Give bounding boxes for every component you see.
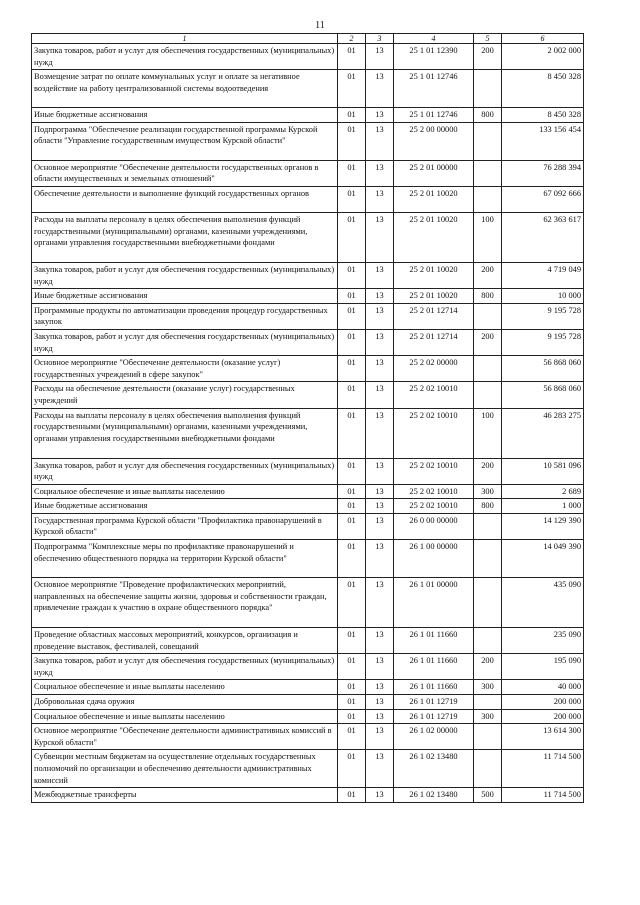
row-subsection: 13 xyxy=(366,709,394,724)
row-amount: 235 090 xyxy=(502,628,584,654)
row-target-code: 25 2 01 10020 xyxy=(394,212,474,262)
row-section: 01 xyxy=(338,540,366,578)
row-name: Иные бюджетные ассигнования xyxy=(32,289,338,304)
row-amount: 10 581 096 xyxy=(502,458,584,484)
table-row xyxy=(32,724,584,750)
row-subsection: 13 xyxy=(366,186,394,212)
row-section: 01 xyxy=(338,122,366,160)
row-target-code: 25 1 01 12746 xyxy=(394,70,474,108)
column-header: 4 xyxy=(394,34,474,44)
row-expense-type: 200 xyxy=(474,262,502,288)
table-row xyxy=(32,44,584,70)
row-section: 01 xyxy=(338,289,366,304)
row-target-code: 25 2 02 10010 xyxy=(394,484,474,499)
row-amount: 46 283 275 xyxy=(502,408,584,458)
row-target-code: 26 1 02 13480 xyxy=(394,750,474,788)
row-name: Расходы на выплаты персоналу в целях обеспечения выполнения функций государственными (муниципальными) органами, казенными учреждениями, органами управления государственными внебюджетными фондами xyxy=(32,408,338,458)
row-section: 01 xyxy=(338,108,366,123)
row-target-code: 25 2 01 00000 xyxy=(394,160,474,186)
row-expense-type xyxy=(474,578,502,628)
row-subsection: 13 xyxy=(366,408,394,458)
row-section: 01 xyxy=(338,212,366,262)
row-name: Государственная программа Курской области "Профилактика правонарушений в Курской области" xyxy=(32,513,338,539)
row-expense-type xyxy=(474,628,502,654)
row-subsection: 13 xyxy=(366,499,394,514)
row-name: Расходы на обеспечение деятельности (оказание услуг) государственных учреждений xyxy=(32,382,338,408)
table-row xyxy=(32,122,584,160)
table-row xyxy=(32,262,584,288)
table-row xyxy=(32,329,584,355)
column-header: 1 xyxy=(32,34,338,44)
row-amount: 133 156 454 xyxy=(502,122,584,160)
row-expense-type: 300 xyxy=(474,680,502,695)
table-row xyxy=(32,160,584,186)
row-expense-type xyxy=(474,160,502,186)
row-section: 01 xyxy=(338,499,366,514)
row-amount: 200 000 xyxy=(502,695,584,710)
column-header: 5 xyxy=(474,34,502,44)
row-name: Основное мероприятие "Проведение профилактических мероприятий, направленных на обеспечение защиты жизни, здоровья и собственности граждан, привлечение граждан к участию в охране общественного порядка" xyxy=(32,578,338,628)
row-expense-type xyxy=(474,513,502,539)
row-section: 01 xyxy=(338,70,366,108)
row-target-code: 25 1 01 12746 xyxy=(394,108,474,123)
row-expense-type xyxy=(474,695,502,710)
row-expense-type: 100 xyxy=(474,212,502,262)
row-section: 01 xyxy=(338,654,366,680)
row-name: Социальное обеспечение и иные выплаты населению xyxy=(32,484,338,499)
row-name: Закупка товаров, работ и услуг для обеспечения государственных (муниципальных) нужд xyxy=(32,262,338,288)
row-target-code: 25 2 02 10010 xyxy=(394,499,474,514)
row-target-code: 25 2 01 12714 xyxy=(394,303,474,329)
row-name: Возмещение затрат по оплате коммунальных услуг и оплате за негативное воздействие на работу централизованной системы водоотведения xyxy=(32,70,338,108)
row-subsection: 13 xyxy=(366,695,394,710)
row-amount: 76 288 394 xyxy=(502,160,584,186)
row-name: Межбюджетные трансферты xyxy=(32,788,338,803)
row-subsection: 13 xyxy=(366,484,394,499)
row-target-code: 25 2 01 10020 xyxy=(394,262,474,288)
column-header: 2 xyxy=(338,34,366,44)
row-expense-type xyxy=(474,186,502,212)
row-section: 01 xyxy=(338,709,366,724)
row-expense-type: 100 xyxy=(474,408,502,458)
row-section: 01 xyxy=(338,356,366,382)
row-subsection: 13 xyxy=(366,289,394,304)
row-expense-type xyxy=(474,724,502,750)
row-amount: 11 714 500 xyxy=(502,750,584,788)
row-amount: 10 000 xyxy=(502,289,584,304)
row-target-code: 26 1 01 12719 xyxy=(394,695,474,710)
table-header-row xyxy=(32,34,584,44)
row-subsection: 13 xyxy=(366,44,394,70)
row-section: 01 xyxy=(338,186,366,212)
table-row xyxy=(32,540,584,578)
row-amount: 14 129 390 xyxy=(502,513,584,539)
row-expense-type: 800 xyxy=(474,289,502,304)
row-target-code: 25 2 01 12714 xyxy=(394,329,474,355)
row-expense-type xyxy=(474,382,502,408)
row-subsection: 13 xyxy=(366,108,394,123)
row-target-code: 25 2 02 00000 xyxy=(394,356,474,382)
row-subsection: 13 xyxy=(366,212,394,262)
row-section: 01 xyxy=(338,578,366,628)
row-subsection: 13 xyxy=(366,329,394,355)
row-subsection: 13 xyxy=(366,262,394,288)
row-amount: 2 689 xyxy=(502,484,584,499)
row-target-code: 25 2 02 10010 xyxy=(394,382,474,408)
row-target-code: 25 2 02 10010 xyxy=(394,408,474,458)
table-row xyxy=(32,303,584,329)
table-row xyxy=(32,788,584,803)
row-section: 01 xyxy=(338,695,366,710)
table-row xyxy=(32,628,584,654)
row-target-code: 26 1 00 00000 xyxy=(394,540,474,578)
row-expense-type: 200 xyxy=(474,458,502,484)
row-expense-type xyxy=(474,122,502,160)
row-name: Основное мероприятие "Обеспечение деятельности (оказание услуг) государственных учреждений в сфере закупок" xyxy=(32,356,338,382)
row-name: Подпрограмма "Обеспечение реализации государственной программы Курской области "Управление государственным имуществом Курской области" xyxy=(32,122,338,160)
row-subsection: 13 xyxy=(366,654,394,680)
row-amount: 8 450 328 xyxy=(502,108,584,123)
row-name: Субвенции местным бюджетам на осуществление отдельных государственных полномочий по организации и обеспечению деятельности административных комиссий xyxy=(32,750,338,788)
row-subsection: 13 xyxy=(366,540,394,578)
row-target-code: 25 1 01 12390 xyxy=(394,44,474,70)
table-row xyxy=(32,513,584,539)
row-expense-type xyxy=(474,356,502,382)
row-section: 01 xyxy=(338,680,366,695)
row-section: 01 xyxy=(338,408,366,458)
row-subsection: 13 xyxy=(366,680,394,695)
row-name: Закупка товаров, работ и услуг для обеспечения государственных (муниципальных) нужд xyxy=(32,458,338,484)
row-expense-type: 500 xyxy=(474,788,502,803)
table-row xyxy=(32,382,584,408)
row-name: Обеспечение деятельности и выполнение функций государственных органов xyxy=(32,186,338,212)
row-subsection: 13 xyxy=(366,788,394,803)
table-row xyxy=(32,695,584,710)
row-subsection: 13 xyxy=(366,122,394,160)
row-name: Основное мероприятие "Обеспечение деятельности государственных органов в области имущественных и земельных отношений" xyxy=(32,160,338,186)
page-number: 11 xyxy=(315,20,325,31)
row-amount: 200 000 xyxy=(502,709,584,724)
row-amount: 435 090 xyxy=(502,578,584,628)
row-subsection: 13 xyxy=(366,458,394,484)
row-expense-type: 200 xyxy=(474,329,502,355)
row-target-code: 26 1 02 00000 xyxy=(394,724,474,750)
table-row xyxy=(32,108,584,123)
row-target-code: 25 2 01 10020 xyxy=(394,289,474,304)
row-amount: 40 000 xyxy=(502,680,584,695)
row-section: 01 xyxy=(338,628,366,654)
row-name: Закупка товаров, работ и услуг для обеспечения государственных (муниципальных) нужд xyxy=(32,329,338,355)
row-name: Расходы на выплаты персоналу в целях обеспечения выполнения функций государственными (муниципальными) органами, казенными учреждениями, органами управления государственными внебюджетными фондами xyxy=(32,212,338,262)
table-row xyxy=(32,408,584,458)
row-section: 01 xyxy=(338,724,366,750)
row-subsection: 13 xyxy=(366,513,394,539)
row-section: 01 xyxy=(338,303,366,329)
column-header: 3 xyxy=(366,34,394,44)
row-subsection: 13 xyxy=(366,578,394,628)
table-row xyxy=(32,186,584,212)
row-amount: 62 363 617 xyxy=(502,212,584,262)
row-section: 01 xyxy=(338,262,366,288)
table-row xyxy=(32,289,584,304)
table-row xyxy=(32,680,584,695)
row-expense-type xyxy=(474,303,502,329)
budget-table xyxy=(31,33,584,803)
row-amount: 9 195 728 xyxy=(502,303,584,329)
row-expense-type: 800 xyxy=(474,499,502,514)
table-row xyxy=(32,70,584,108)
row-target-code: 26 1 01 11660 xyxy=(394,654,474,680)
row-subsection: 13 xyxy=(366,356,394,382)
row-subsection: 13 xyxy=(366,160,394,186)
row-amount: 8 450 328 xyxy=(502,70,584,108)
row-expense-type: 200 xyxy=(474,654,502,680)
row-target-code: 26 1 01 12719 xyxy=(394,709,474,724)
row-subsection: 13 xyxy=(366,382,394,408)
row-name: Добровольная сдача оружия xyxy=(32,695,338,710)
row-amount: 13 614 300 xyxy=(502,724,584,750)
table-row xyxy=(32,750,584,788)
row-target-code: 25 2 02 10010 xyxy=(394,458,474,484)
row-section: 01 xyxy=(338,44,366,70)
table-row xyxy=(32,458,584,484)
row-target-code: 26 0 00 00000 xyxy=(394,513,474,539)
row-subsection: 13 xyxy=(366,750,394,788)
row-name: Социальное обеспечение и иные выплаты населению xyxy=(32,680,338,695)
row-name: Иные бюджетные ассигнования xyxy=(32,499,338,514)
row-amount: 56 868 060 xyxy=(502,356,584,382)
row-target-code: 25 2 00 00000 xyxy=(394,122,474,160)
row-subsection: 13 xyxy=(366,70,394,108)
row-amount: 14 049 390 xyxy=(502,540,584,578)
row-target-code: 26 1 01 00000 xyxy=(394,578,474,628)
column-header: 6 xyxy=(502,34,584,44)
row-amount: 4 719 049 xyxy=(502,262,584,288)
row-section: 01 xyxy=(338,458,366,484)
table-row xyxy=(32,484,584,499)
table-row xyxy=(32,578,584,628)
row-expense-type xyxy=(474,750,502,788)
row-subsection: 13 xyxy=(366,724,394,750)
row-amount: 11 714 500 xyxy=(502,788,584,803)
row-name: Подпрограмма "Комплексные меры по профилактике правонарушений и обеспечению общественного порядка на территории Курской области" xyxy=(32,540,338,578)
row-section: 01 xyxy=(338,513,366,539)
row-expense-type: 300 xyxy=(474,484,502,499)
row-expense-type xyxy=(474,540,502,578)
row-section: 01 xyxy=(338,382,366,408)
row-name: Социальное обеспечение и иные выплаты населению xyxy=(32,709,338,724)
row-amount: 195 090 xyxy=(502,654,584,680)
row-name: Закупка товаров, работ и услуг для обеспечения государственных (муниципальных) нужд xyxy=(32,654,338,680)
table-row xyxy=(32,499,584,514)
row-expense-type: 800 xyxy=(474,108,502,123)
table-row xyxy=(32,654,584,680)
table-row xyxy=(32,356,584,382)
row-section: 01 xyxy=(338,788,366,803)
row-expense-type: 200 xyxy=(474,44,502,70)
row-target-code: 26 1 01 11660 xyxy=(394,680,474,695)
row-name: Проведение областных массовых мероприятий, конкурсов, организация и проведение выставок, фестивалей, совещаний xyxy=(32,628,338,654)
row-name: Основное мероприятие "Обеспечение деятельности административных комиссий в Курской области" xyxy=(32,724,338,750)
row-target-code: 26 1 02 13480 xyxy=(394,788,474,803)
row-expense-type: 300 xyxy=(474,709,502,724)
row-amount: 9 195 728 xyxy=(502,329,584,355)
row-amount: 1 000 xyxy=(502,499,584,514)
row-name: Программные продукты по автоматизации проведения процедур государственных закупок xyxy=(32,303,338,329)
row-subsection: 13 xyxy=(366,303,394,329)
row-section: 01 xyxy=(338,750,366,788)
row-target-code: 26 1 01 11660 xyxy=(394,628,474,654)
row-amount: 2 002 000 xyxy=(502,44,584,70)
row-section: 01 xyxy=(338,329,366,355)
row-name: Закупка товаров, работ и услуг для обеспечения государственных (муниципальных) нужд xyxy=(32,44,338,70)
row-amount: 56 868 060 xyxy=(502,382,584,408)
table-row xyxy=(32,212,584,262)
row-section: 01 xyxy=(338,484,366,499)
row-subsection: 13 xyxy=(366,628,394,654)
table-row xyxy=(32,709,584,724)
row-target-code: 25 2 01 10020 xyxy=(394,186,474,212)
row-amount: 67 092 666 xyxy=(502,186,584,212)
row-name: Иные бюджетные ассигнования xyxy=(32,108,338,123)
row-section: 01 xyxy=(338,160,366,186)
row-expense-type xyxy=(474,70,502,108)
